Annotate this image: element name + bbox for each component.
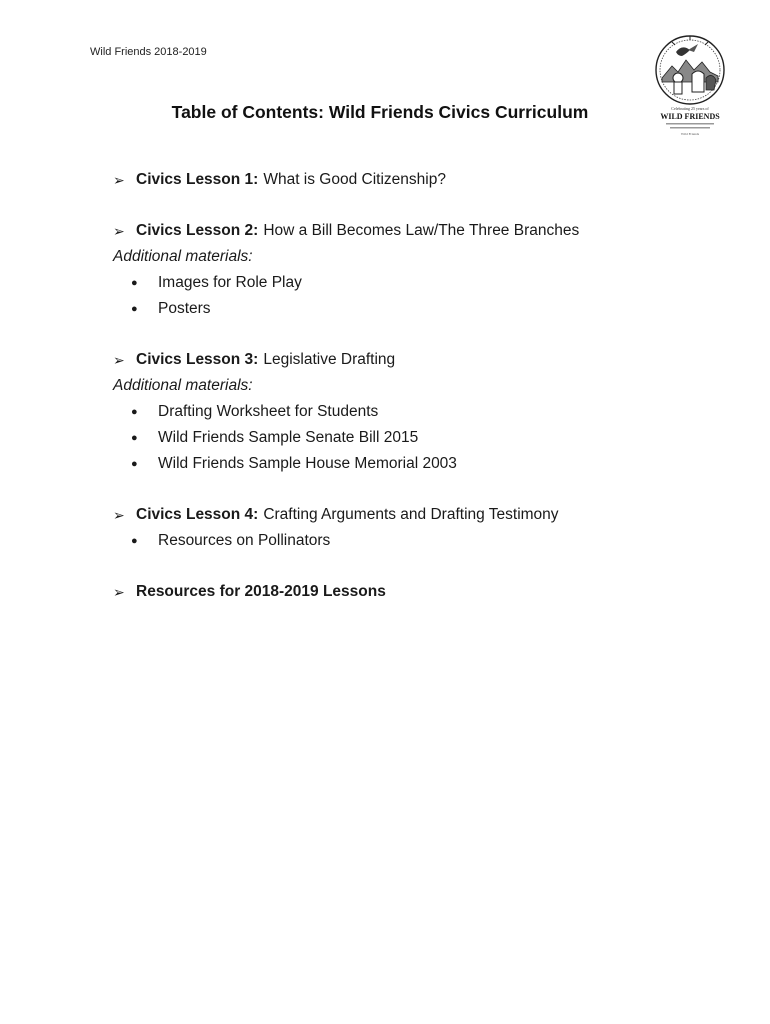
list-item-text: Images for Role Play (158, 274, 302, 291)
lesson-label: Civics Lesson 2: (136, 222, 259, 239)
list-item-text: Wild Friends Sample House Memorial 2003 (158, 455, 457, 472)
list-item-text: Resources on Pollinators (158, 532, 331, 549)
lesson-title: What is Good Citizenship? (263, 171, 446, 188)
bullet-dot-icon: ● (131, 303, 138, 315)
list-item[interactable] (113, 528, 713, 554)
logo-tagline-2: Wild Friends (680, 132, 700, 136)
lesson-title: Legislative Drafting (263, 351, 396, 368)
arrow-bullet-icon: ➢ (113, 507, 125, 523)
toc-resources[interactable] (113, 579, 713, 605)
toc-list (113, 167, 713, 605)
bullet-dot-icon: ● (131, 458, 138, 470)
toc-lesson-2[interactable] (113, 218, 713, 244)
logo-name: WILD FRIENDS (660, 112, 720, 121)
additional-materials-label: Additional materials: (113, 248, 253, 265)
list-item[interactable] (113, 399, 713, 425)
list-item-text: Drafting Worksheet for Students (158, 403, 379, 420)
logo-tagline-1: Celebrating 25 years of (671, 106, 709, 111)
list-item[interactable] (113, 451, 713, 477)
toc-lesson-1[interactable] (113, 167, 713, 193)
page-title-text: Table of Contents: Wild Friends Civics Curriculum (171, 102, 589, 122)
list-item-text: Wild Friends Sample Senate Bill 2015 (158, 429, 419, 446)
list-item[interactable] (113, 425, 713, 451)
additional-materials-label: Additional materials: (113, 377, 253, 394)
bullet-dot-icon: ● (131, 406, 138, 418)
spacer (113, 554, 713, 579)
bullet-dot-icon: ● (131, 535, 138, 547)
spacer (113, 193, 713, 218)
list-item-text: Posters (158, 300, 211, 317)
list-item[interactable] (113, 296, 713, 322)
arrow-bullet-icon: ➢ (113, 172, 125, 188)
list-item[interactable] (113, 270, 713, 296)
spacer (113, 477, 713, 502)
bullet-dot-icon: ● (131, 432, 138, 444)
lesson-label: Civics Lesson 3: (136, 351, 259, 368)
wild-friends-logo (648, 32, 734, 144)
arrow-bullet-icon: ➢ (113, 584, 125, 600)
page-title (0, 102, 770, 123)
lesson-label: Civics Lesson 1: (136, 171, 259, 188)
lesson-label: Civics Lesson 4: (136, 506, 259, 523)
lesson-title: Crafting Arguments and Drafting Testimony (263, 506, 559, 523)
toc-lesson-3[interactable] (113, 347, 713, 373)
arrow-bullet-icon: ➢ (113, 223, 125, 239)
arrow-bullet-icon: ➢ (113, 352, 125, 368)
running-header: Wild Friends 2018-2019 (90, 46, 207, 58)
lesson-label: Resources for 2018-2019 Lessons (136, 583, 386, 600)
toc-lesson-4[interactable] (113, 502, 713, 528)
spacer (113, 322, 713, 347)
wild-friends-logo-icon (648, 32, 734, 144)
lesson-title: How a Bill Becomes Law/The Three Branches (263, 222, 580, 239)
bullet-dot-icon: ● (131, 277, 138, 289)
